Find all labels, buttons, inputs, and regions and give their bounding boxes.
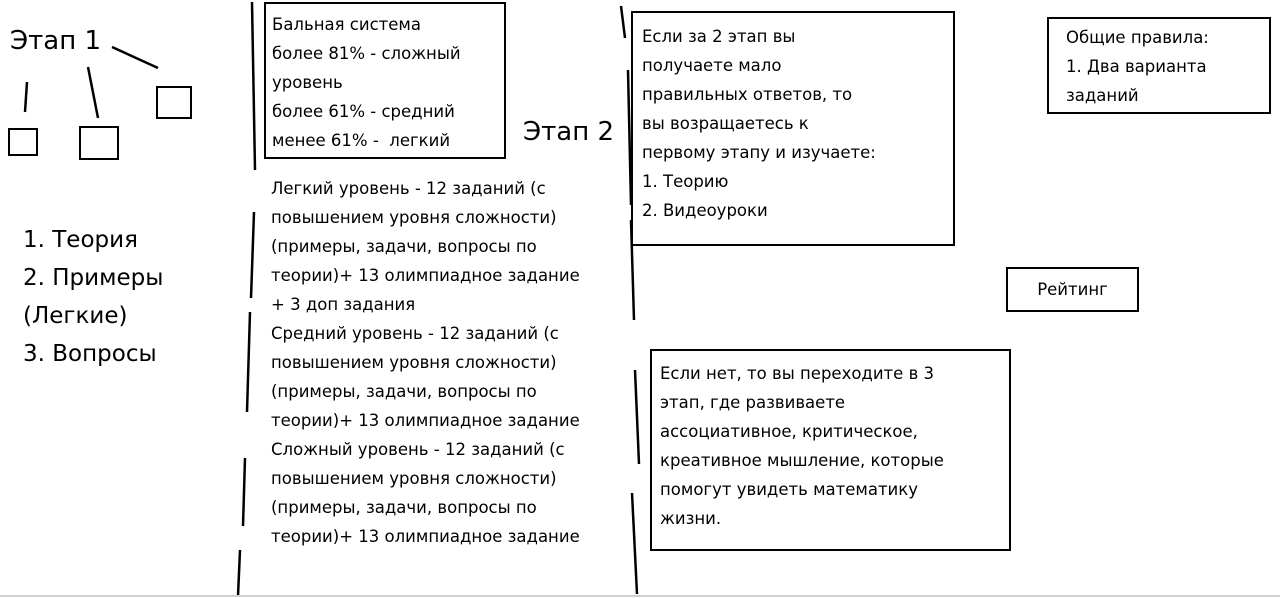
return-line: Если за 2 этап вы	[642, 27, 796, 46]
stage1-list-item: 2. Примеры	[23, 265, 164, 291]
score-line: Бальная система	[272, 15, 421, 34]
level-medium	[271, 319, 580, 435]
return-box	[631, 11, 955, 246]
square-shape	[157, 87, 191, 118]
stage2-levels	[271, 174, 580, 551]
return-line: получаете мало	[642, 56, 782, 75]
level-line: Сложный уровень - 12 заданий (с	[271, 440, 565, 459]
level-line: + 3 доп задания	[271, 295, 416, 314]
level-line: теории)+ 13 олимпиадное задание	[271, 527, 580, 546]
stage1-list-item: 1. Теория	[23, 227, 138, 253]
level-line: теории)+ 13 олимпиадное задание	[271, 411, 580, 430]
stage3-line: креативное мышление, которые	[660, 451, 944, 470]
divider-stroke	[621, 6, 625, 38]
stage3-line: Если нет, то вы переходите в 3	[660, 364, 935, 383]
divider-stroke	[632, 493, 637, 594]
divider-stroke	[247, 312, 250, 412]
divider-stroke	[635, 370, 639, 464]
level-line: (примеры, задачи, вопросы по	[271, 237, 537, 256]
level-line: повышением уровня сложности)	[271, 469, 557, 488]
divider-stroke	[238, 550, 240, 596]
return-line: вы возращаетесь к	[642, 114, 809, 133]
connector-stroke	[112, 47, 158, 68]
stage3-line: жизни.	[660, 509, 722, 528]
stage3-line: этап, где развиваете	[660, 393, 846, 412]
score-line: менее 61% - легкий	[272, 131, 451, 150]
stage3-line: ассоциативное, критическое,	[660, 422, 918, 441]
divider-stroke	[251, 212, 254, 298]
level-hard	[271, 435, 580, 551]
return-line: первому этапу и изучаете:	[642, 143, 876, 162]
general-rules-box	[1047, 17, 1271, 114]
connector-stroke	[25, 82, 27, 112]
level-line: теории)+ 13 олимпиадное задание	[271, 266, 580, 285]
level-easy	[271, 174, 580, 319]
return-line: правильных ответов, то	[642, 85, 853, 104]
stage2-title: Этап 2	[523, 117, 615, 147]
level-line: Средний уровень - 12 заданий (с	[271, 324, 559, 343]
stage1-list-item: (Легкие)	[23, 303, 128, 329]
rating-box	[1006, 267, 1139, 312]
level-line: (примеры, задачи, вопросы по	[271, 498, 537, 517]
score-line: более 81% - сложный	[272, 44, 461, 63]
square-shape	[9, 129, 37, 155]
rules-line: заданий	[1066, 86, 1139, 105]
score-system-box	[264, 2, 506, 159]
stage1-title: Этап 1	[10, 26, 102, 56]
square-shape	[80, 127, 118, 159]
level-line: повышением уровня сложности)	[271, 208, 557, 227]
stage1-list	[23, 221, 163, 373]
rating-label: Рейтинг	[1037, 280, 1108, 299]
stage1-list-item: 3. Вопросы	[23, 341, 157, 367]
connector-stroke	[88, 67, 98, 118]
divider-stroke	[252, 2, 255, 170]
divider-stroke	[243, 458, 245, 526]
rules-line: 1. Два варианта	[1066, 57, 1207, 76]
stage3-line: помогут увидеть математику	[660, 480, 919, 499]
score-line: уровень	[272, 73, 343, 92]
rules-line: Общие правила:	[1066, 28, 1209, 47]
return-line: 1. Теорию	[642, 172, 729, 191]
level-line: повышением уровня сложности)	[271, 353, 557, 372]
score-line: более 61% - средний	[272, 102, 455, 121]
return-line: 2. Видеоуроки	[642, 201, 768, 220]
level-line: (примеры, задачи, вопросы по	[271, 382, 537, 401]
stage3-box	[650, 349, 1011, 551]
level-line: Легкий уровень - 12 заданий (с	[271, 179, 546, 198]
